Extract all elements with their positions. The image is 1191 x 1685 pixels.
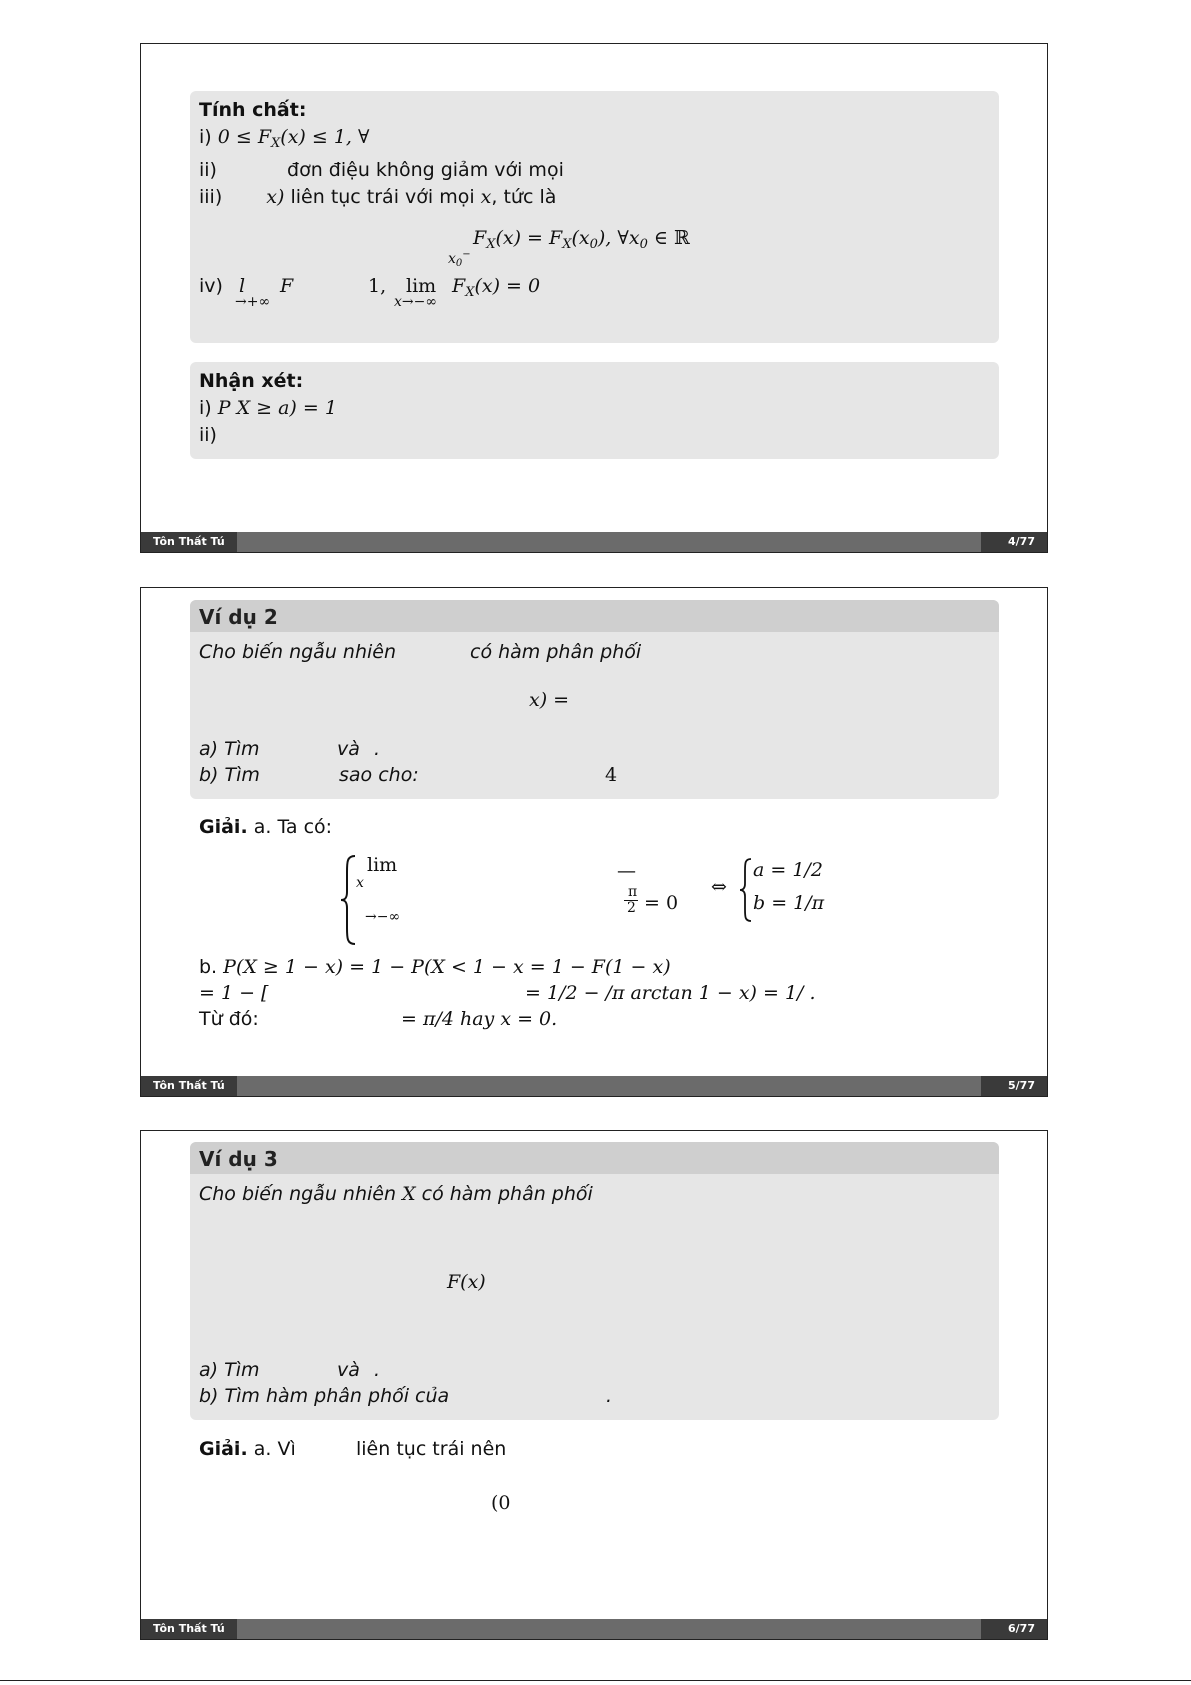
footer-page-number: 4/77 — [981, 532, 1047, 552]
property-line-3: iii) x) liên tục trái với mọi x, tức là — [199, 186, 557, 208]
remark-title: Nhận xét: — [199, 370, 304, 392]
slide-4 — [140, 43, 1048, 553]
slide-footer — [141, 1076, 1047, 1096]
footer-author: Tôn Thất Tú — [141, 532, 237, 552]
remark-line-2: ii) — [199, 424, 217, 446]
slide-footer — [141, 1619, 1047, 1639]
property-line-4: iv) l →+∞ F 1, lim x→−∞ $F_X(x) = 0$ — [199, 275, 541, 310]
property-block — [190, 91, 999, 343]
remark-block — [190, 362, 999, 459]
footer-author: Tôn Thất Tú — [141, 1619, 237, 1639]
footer-page-number: 5/77 — [981, 1076, 1047, 1096]
slide-6 — [140, 1130, 1048, 1640]
solution-3: Giải. a. Vì liên tục trái nên (0 — [199, 1438, 511, 1514]
result-brace-icon — [739, 857, 753, 923]
solution-2: Giải. a. Ta có: lim x →−∞ — π 2 = 0 ⇔ a = 1/2 b = 1/π b. P(X ≥ 1 − x) = 1 − P(X < 1 − x = 1 − F(1 − x) = 1 − [ = 1/2 − /π arctan 1 − x) = 1/ . Từ đó: = π/4 hay x = 0. — [199, 816, 825, 1030]
slide-footer — [141, 532, 1047, 552]
remark-line-1: i) P X ≥ a) = 1 — [199, 397, 337, 419]
slide-5 — [140, 587, 1048, 1097]
footer-author: Tôn Thất Tú — [141, 1076, 237, 1096]
footer-page-number: 6/77 — [981, 1619, 1047, 1639]
example-2-block: Ví dụ 2 Cho biến ngẫu nhiên có hàm phân phối x) = a) Tìm và . b) Tìm sao cho: 4 — [190, 600, 999, 799]
property-title: Tính chất: — [199, 99, 307, 121]
property-equation: $F_X(x) = F_X(x_0)$, $\forall x_0$ ∈ ℝ $x_0^-$ — [448, 227, 690, 269]
example-3-block: Ví dụ 3 Cho biến ngẫu nhiên X có hàm phân phối F(x) a) Tìm và . b) Tìm hàm phân phối của . — [190, 1142, 999, 1420]
example-2-title: Ví dụ 2 — [190, 600, 999, 632]
next-slide-edge — [0, 1680, 1191, 1681]
property-line-1: i) $0 \le F_X(x) \le 1$, ∀ — [199, 126, 370, 151]
left-brace-icon — [339, 854, 359, 946]
property-line-2: ii) đơn điệu không giảm với mọi — [199, 159, 564, 181]
example-3-title: Ví dụ 3 — [190, 1142, 999, 1174]
